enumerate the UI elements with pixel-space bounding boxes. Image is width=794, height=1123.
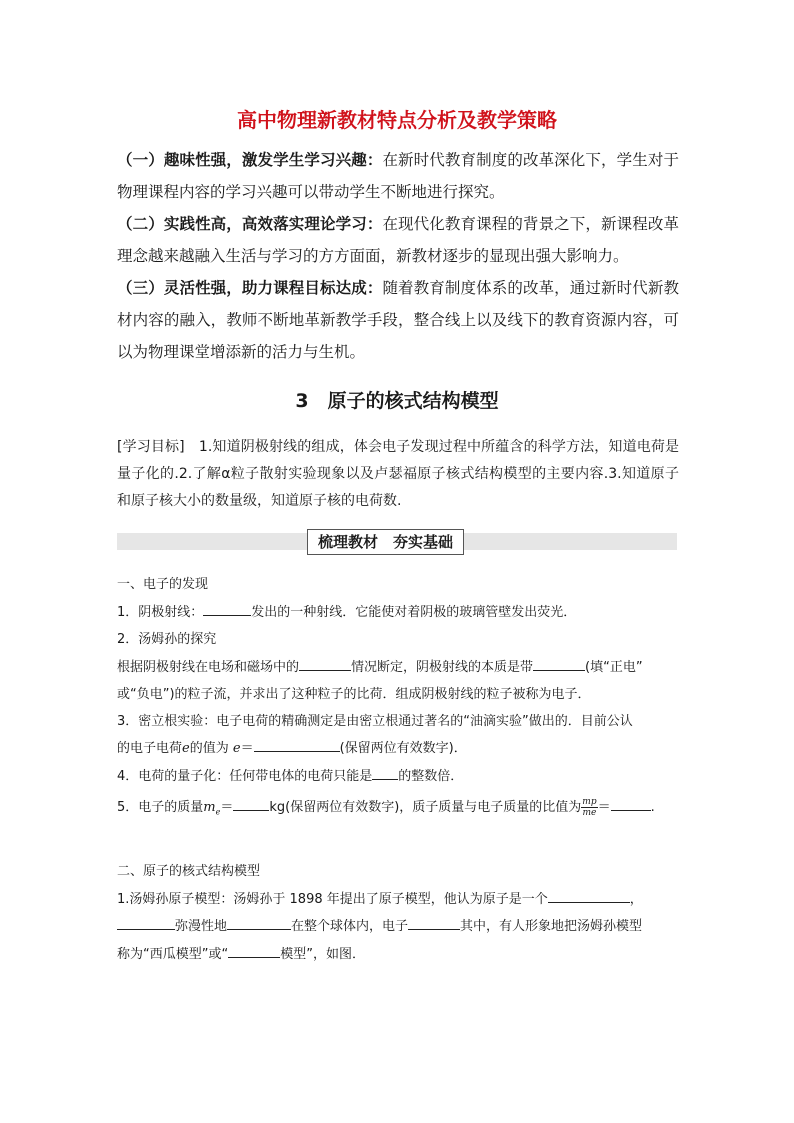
part2-heading: 二、原子的核式结构模型 bbox=[117, 864, 261, 879]
text-segment: 根据阴极射线在电场和磁场中的 bbox=[117, 660, 300, 675]
mass-ratio-fraction bbox=[581, 797, 597, 818]
text-segment: 5．电子的质量 bbox=[117, 800, 204, 815]
part1-line-5: 3．密立根实验：电子电荷的精确测定是由密立根通过著名的“油滴实验”做出的．目前公认 bbox=[117, 714, 633, 729]
intro-body-1: 在新时代教育制度的改革深化下，学生对于物理课程内容的学习兴趣可以带动学生不断地进行探究。 bbox=[117, 151, 679, 201]
fraction-numerator: mp bbox=[582, 797, 597, 807]
fill-blank bbox=[611, 797, 651, 811]
symbol-m: m bbox=[203, 800, 216, 815]
fill-blank bbox=[203, 602, 251, 616]
fill-blank bbox=[533, 657, 585, 671]
symbol-e: e bbox=[182, 741, 190, 756]
part2-line-1 bbox=[117, 888, 679, 907]
text-segment: 的值为 bbox=[189, 741, 229, 756]
text-segment: ＝ bbox=[220, 800, 234, 815]
text-segment: 弥漫性地 bbox=[175, 919, 228, 934]
fill-blank bbox=[548, 889, 630, 903]
part1-line-1 bbox=[117, 601, 679, 620]
intro-paragraph-2 bbox=[117, 208, 679, 272]
text-segment: 情况断定，阴极射线的本质是带 bbox=[351, 660, 534, 675]
fill-blank bbox=[117, 916, 175, 930]
fill-blank bbox=[228, 944, 280, 958]
text-segment: 发出的一种射线．它能使对着阴极的玻璃管壁发出荧光． bbox=[251, 605, 577, 620]
fill-blank bbox=[372, 766, 398, 780]
fill-blank bbox=[299, 657, 351, 671]
part1-line-4: 或“负电”)的粒子流，并求出了这种粒子的比荷．组成阴极射线的粒子被称为电子． bbox=[117, 687, 591, 702]
part1-heading: 一、电子的发现 bbox=[117, 577, 209, 592]
fill-blank bbox=[408, 916, 460, 930]
fraction-denominator: me bbox=[582, 808, 597, 818]
text-segment: 的整数倍． bbox=[398, 769, 464, 784]
text-segment: 其中，有人形象地把汤姆孙模型 bbox=[460, 919, 643, 934]
text-segment: 在整个球体内，电子 bbox=[291, 919, 409, 934]
intro-heading-1: （一）趣味性强，激发学生学习兴趣： bbox=[117, 151, 383, 169]
text-segment: 4．电荷的量子化：任何带电体的电荷只能是 bbox=[117, 769, 373, 784]
part1-line-2: 2．汤姆孙的探究 bbox=[117, 632, 217, 647]
part2-line-3 bbox=[117, 943, 679, 962]
section-title: 3 原子的核式结构模型 bbox=[295, 390, 499, 412]
intro-heading-2: （二）实践性高，高效落实理论学习： bbox=[117, 215, 383, 233]
learning-goals: [学习目标] 1.知道阴极射线的组成，体会电子发现过程中所蕴含的科学方法，知道电荷是量子化的.2.了解α粒子散射实验现象以及卢瑟福原子核式结构模型的主要内容.3.知道原子和原子核大小的数量级，知道原子核的电荷数. bbox=[117, 439, 679, 509]
intro-paragraph-3 bbox=[117, 272, 679, 368]
symbol-subscript: e bbox=[215, 807, 221, 817]
document-title: 高中物理新教材特点分析及教学策略 bbox=[237, 108, 557, 132]
intro-body-3: 随着教育制度体系的改革，通过新时代新教材内容的融入，教师不断地革新教学手段，整合线上以及线下的教育资源内容，可以为物理课堂增添新的活力与生机。 bbox=[117, 279, 679, 361]
text-segment: (保留两位有效数字)． bbox=[339, 741, 467, 756]
fill-blank bbox=[254, 738, 340, 752]
text-segment: 的电子电荷 bbox=[117, 741, 183, 756]
intro-heading-3: （三）灵活性强，助力课程目标达成： bbox=[117, 279, 383, 297]
text-segment: (填“正电” bbox=[585, 660, 643, 675]
part1-line-7 bbox=[117, 765, 679, 784]
intro-body-2: 在现代化教育课程的背景之下，新课程改革理念越来越融入生活与学习的方方面面，新教材逐步的显现出强大影响力。 bbox=[117, 215, 679, 265]
part2-line-2 bbox=[117, 915, 679, 934]
text-segment: 称为“西瓜模型”或“ bbox=[117, 947, 229, 962]
text-segment: 模型”，如图． bbox=[280, 947, 365, 962]
fill-blank bbox=[233, 797, 269, 811]
text-segment: 1.汤姆孙原子模型：汤姆孙于 1898 年提出了原子模型，他认为原子是一个 bbox=[117, 892, 548, 907]
text-segment: . bbox=[650, 800, 655, 815]
text-segment: ， bbox=[629, 892, 643, 907]
intro-paragraph-1 bbox=[117, 144, 679, 208]
part1-line-6 bbox=[117, 737, 679, 756]
text-segment: kg(保留两位有效数字)，质子质量与电子质量的比值为 bbox=[269, 800, 582, 815]
text-segment: ＝ bbox=[240, 741, 254, 756]
text-segment: ＝ bbox=[597, 800, 611, 815]
text-segment: 1．阴极射线： bbox=[117, 605, 204, 620]
fill-blank bbox=[227, 916, 291, 930]
symbol-e: e bbox=[232, 741, 241, 756]
part1-line-8 bbox=[117, 796, 679, 818]
part1-line-3 bbox=[117, 656, 679, 675]
banner-label: 梳理教材 夯实基础 bbox=[307, 529, 464, 555]
